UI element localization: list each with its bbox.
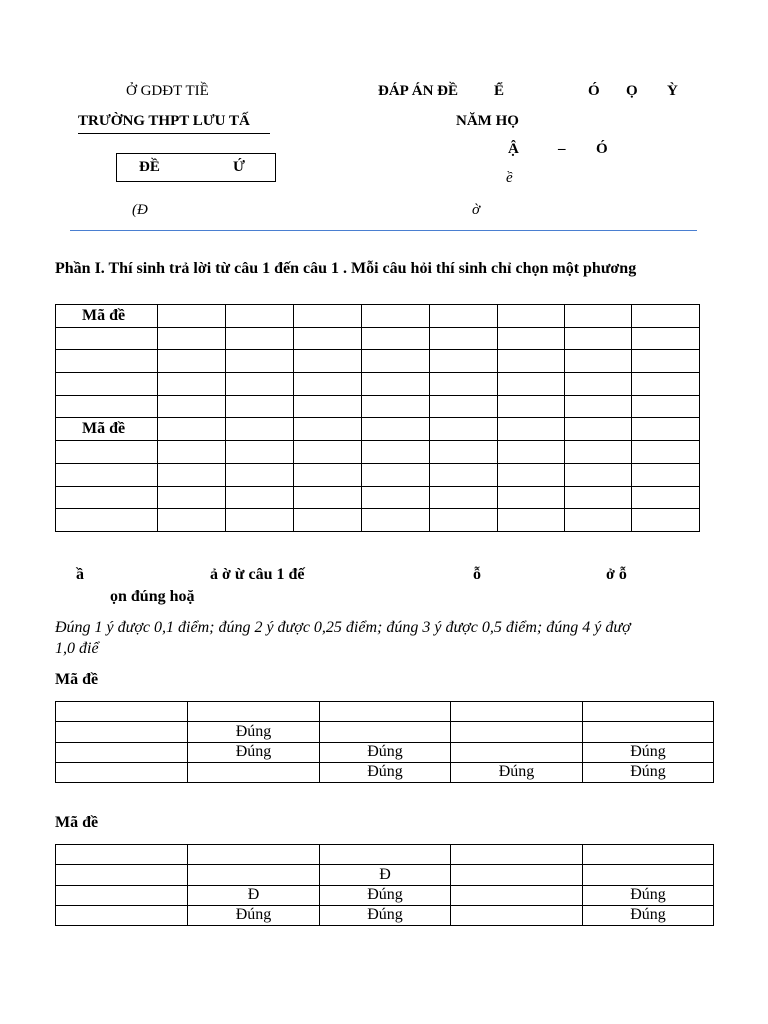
answer-cell [294, 441, 362, 464]
answer-cell [226, 305, 294, 328]
answer-cell [158, 350, 226, 373]
table1-exam-code-label: Mã đề [55, 671, 99, 688]
answer-cell [451, 742, 583, 762]
part1-table-row [56, 441, 700, 464]
answer-cell [498, 395, 565, 418]
answer-cell [498, 441, 565, 464]
subject-fragment-1: Ậ [508, 141, 519, 157]
title-fragment-2: Ó [588, 83, 600, 99]
answer-cell: Đ [188, 885, 320, 905]
answer-cell [226, 463, 294, 486]
answer-cell [158, 509, 226, 532]
answer-cell [565, 418, 632, 441]
answer-cell: Đúng [451, 762, 583, 782]
part2-heading-fragment-1: ầ [76, 566, 84, 583]
answer-cell [158, 373, 226, 396]
part2-table-1 [55, 701, 714, 783]
school-name: TRƯỜNG THPT LƯU TẤ [78, 113, 250, 129]
answer-cell [362, 305, 430, 328]
answer-cell [430, 441, 498, 464]
answer-cell [565, 486, 632, 509]
scoring-rule-line2: 1,0 điể [55, 640, 99, 657]
answer-cell: Đúng [583, 742, 714, 762]
answer-cell [226, 418, 294, 441]
answer-cell [565, 509, 632, 532]
answer-cell [294, 350, 362, 373]
department-name: Ở GDĐT TIỀ [126, 83, 209, 99]
header-divider [70, 230, 697, 231]
answer-cell [56, 486, 158, 509]
answer-cell [451, 845, 583, 865]
answer-cell [56, 509, 158, 532]
answer-cell [632, 441, 700, 464]
answer-cell [56, 702, 188, 722]
answer-cell [56, 327, 158, 350]
answer-cell [56, 845, 188, 865]
answer-key-title: ĐÁP ÁN ĐỀ [378, 83, 459, 99]
answer-cell [294, 486, 362, 509]
answer-cell [430, 373, 498, 396]
answer-cell [158, 463, 226, 486]
answer-cell [188, 865, 320, 885]
answer-cell [632, 373, 700, 396]
answer-cell [451, 722, 583, 742]
answer-cell [565, 327, 632, 350]
answer-cell [158, 305, 226, 328]
answer-cell [56, 395, 158, 418]
answer-cell [56, 722, 188, 742]
subject-fragment-2: Ó [596, 141, 608, 157]
answer-cell: Đúng [320, 885, 451, 905]
answer-cell [56, 463, 158, 486]
answer-cell [56, 885, 188, 905]
part1-table-row [56, 463, 700, 486]
answer-cell [158, 441, 226, 464]
answer-cell [188, 702, 320, 722]
answer-cell [632, 305, 700, 328]
school-year: NĂM HỌ [456, 113, 519, 129]
part2-table-2 [55, 844, 714, 926]
answer-cell [565, 463, 632, 486]
part2-heading-line2: ọn đúng hoặ [110, 588, 195, 605]
answer-cell [294, 418, 362, 441]
answer-cell [430, 418, 498, 441]
page-count: ề [506, 170, 513, 186]
scoring-rule-line1: Đúng 1 ý được 0,1 điểm; đúng 2 ý được 0,25 điểm; đúng 3 ý được 0,5 điểm; đúng 4 ý đượ [55, 619, 631, 636]
answer-cell [158, 418, 226, 441]
answer-cell [565, 305, 632, 328]
answer-cell [451, 905, 583, 925]
answer-cell [583, 722, 714, 742]
answer-cell [632, 327, 700, 350]
part2-heading-fragment-3: ỗ [473, 566, 481, 583]
answer-cell [158, 486, 226, 509]
answer-cell [294, 463, 362, 486]
answer-cell [583, 865, 714, 885]
answer-cell: Đúng [188, 742, 320, 762]
part1-table-row [56, 418, 700, 441]
title-fragment-3: Ọ [626, 83, 638, 99]
answer-cell [56, 441, 158, 464]
answer-cell [430, 463, 498, 486]
answer-cell [430, 509, 498, 532]
part1-table-row [56, 327, 700, 350]
part1-table-row [56, 509, 700, 532]
answer-cell [56, 373, 158, 396]
answer-cell [430, 395, 498, 418]
exam-code-box [116, 153, 276, 182]
answer-cell [320, 722, 451, 742]
answer-cell [362, 486, 430, 509]
answer-cell: Đúng [583, 762, 714, 782]
answer-cell [226, 350, 294, 373]
answer-cell [632, 486, 700, 509]
answer-cell [451, 702, 583, 722]
part2-table2-row [56, 885, 714, 905]
answer-cell [294, 373, 362, 396]
answer-cell [362, 509, 430, 532]
answer-cell [583, 845, 714, 865]
part1-table-row [56, 350, 700, 373]
answer-cell [565, 350, 632, 373]
part2-heading-fragment-2: ả ờ ừ câu 1 đế [210, 566, 305, 583]
answer-cell: Đ [320, 865, 451, 885]
answer-cell [320, 702, 451, 722]
answer-cell [498, 509, 565, 532]
part2-table2-row [56, 845, 714, 865]
answer-cell [632, 463, 700, 486]
answer-cell [56, 865, 188, 885]
part1-answer-table [55, 304, 700, 532]
answer-cell [362, 327, 430, 350]
answer-cell [320, 845, 451, 865]
table2-exam-code-label: Mã đề [55, 814, 99, 831]
answer-cell [188, 762, 320, 782]
part1-heading: Phần I. Thí sinh trả lời từ câu 1 đến câu 1 . Mỗi câu hỏi thí sinh chỉ chọn một phương [55, 260, 637, 277]
answer-cell [498, 373, 565, 396]
answer-cell [565, 373, 632, 396]
answer-cell [583, 702, 714, 722]
answer-cell [498, 486, 565, 509]
answer-cell: Đúng [583, 885, 714, 905]
part1-table-row [56, 305, 700, 328]
answer-cell [294, 395, 362, 418]
answer-cell [430, 350, 498, 373]
part2-table2-row [56, 905, 714, 925]
part2-heading-fragment-4: ở ỗ [606, 566, 627, 583]
answer-cell [498, 463, 565, 486]
answer-cell [56, 762, 188, 782]
answer-cell [362, 463, 430, 486]
answer-cell: Đúng [583, 905, 714, 925]
answer-cell [362, 373, 430, 396]
answer-cell [632, 418, 700, 441]
answer-cell [56, 905, 188, 925]
answer-cell [294, 327, 362, 350]
subject-dash: – [558, 141, 566, 157]
answer-cell [498, 327, 565, 350]
answer-cell [362, 395, 430, 418]
exam-code-cell: Mã đề [56, 418, 158, 441]
answer-cell [498, 418, 565, 441]
answer-cell [158, 395, 226, 418]
answer-cell [56, 742, 188, 762]
answer-cell [226, 373, 294, 396]
answer-cell [430, 327, 498, 350]
answer-cell [226, 395, 294, 418]
answer-cell [362, 350, 430, 373]
part2-table2-row [56, 865, 714, 885]
part2-table1-row [56, 702, 714, 722]
answer-cell [430, 305, 498, 328]
answer-cell [226, 486, 294, 509]
answer-cell: Đúng [320, 742, 451, 762]
answer-cell [226, 327, 294, 350]
part1-table-row [56, 486, 700, 509]
answer-cell [158, 327, 226, 350]
answer-cell [56, 350, 158, 373]
part2-table1-row [56, 762, 714, 782]
school-underline [78, 133, 270, 134]
answer-cell [565, 441, 632, 464]
answer-cell [226, 441, 294, 464]
answer-cell [451, 885, 583, 905]
answer-cell [632, 350, 700, 373]
header-note-left: (Đ [132, 202, 148, 218]
answer-cell [188, 845, 320, 865]
part1-table-row [56, 373, 700, 396]
part2-table1-row [56, 742, 714, 762]
answer-cell: Đúng [320, 905, 451, 925]
exam-code-cell: Mã đề [56, 305, 158, 328]
title-fragment-1: Ể [494, 83, 505, 99]
answer-cell: Đúng [188, 905, 320, 925]
answer-cell [294, 509, 362, 532]
exam-code-label: ĐỀ [139, 159, 160, 175]
answer-cell [430, 486, 498, 509]
part2-table1-row [56, 722, 714, 742]
answer-cell [632, 395, 700, 418]
answer-cell [294, 305, 362, 328]
exam-code-value: Ứ [233, 159, 245, 175]
answer-cell: Đúng [188, 722, 320, 742]
answer-cell [565, 395, 632, 418]
answer-cell [226, 509, 294, 532]
answer-cell [498, 305, 565, 328]
answer-cell [451, 865, 583, 885]
answer-cell [362, 441, 430, 464]
part1-table-row [56, 395, 700, 418]
title-fragment-4: Ỳ [667, 83, 678, 99]
answer-cell [632, 509, 700, 532]
answer-cell [498, 350, 565, 373]
time-note: ờ [472, 202, 481, 218]
answer-cell [362, 418, 430, 441]
answer-cell: Đúng [320, 762, 451, 782]
